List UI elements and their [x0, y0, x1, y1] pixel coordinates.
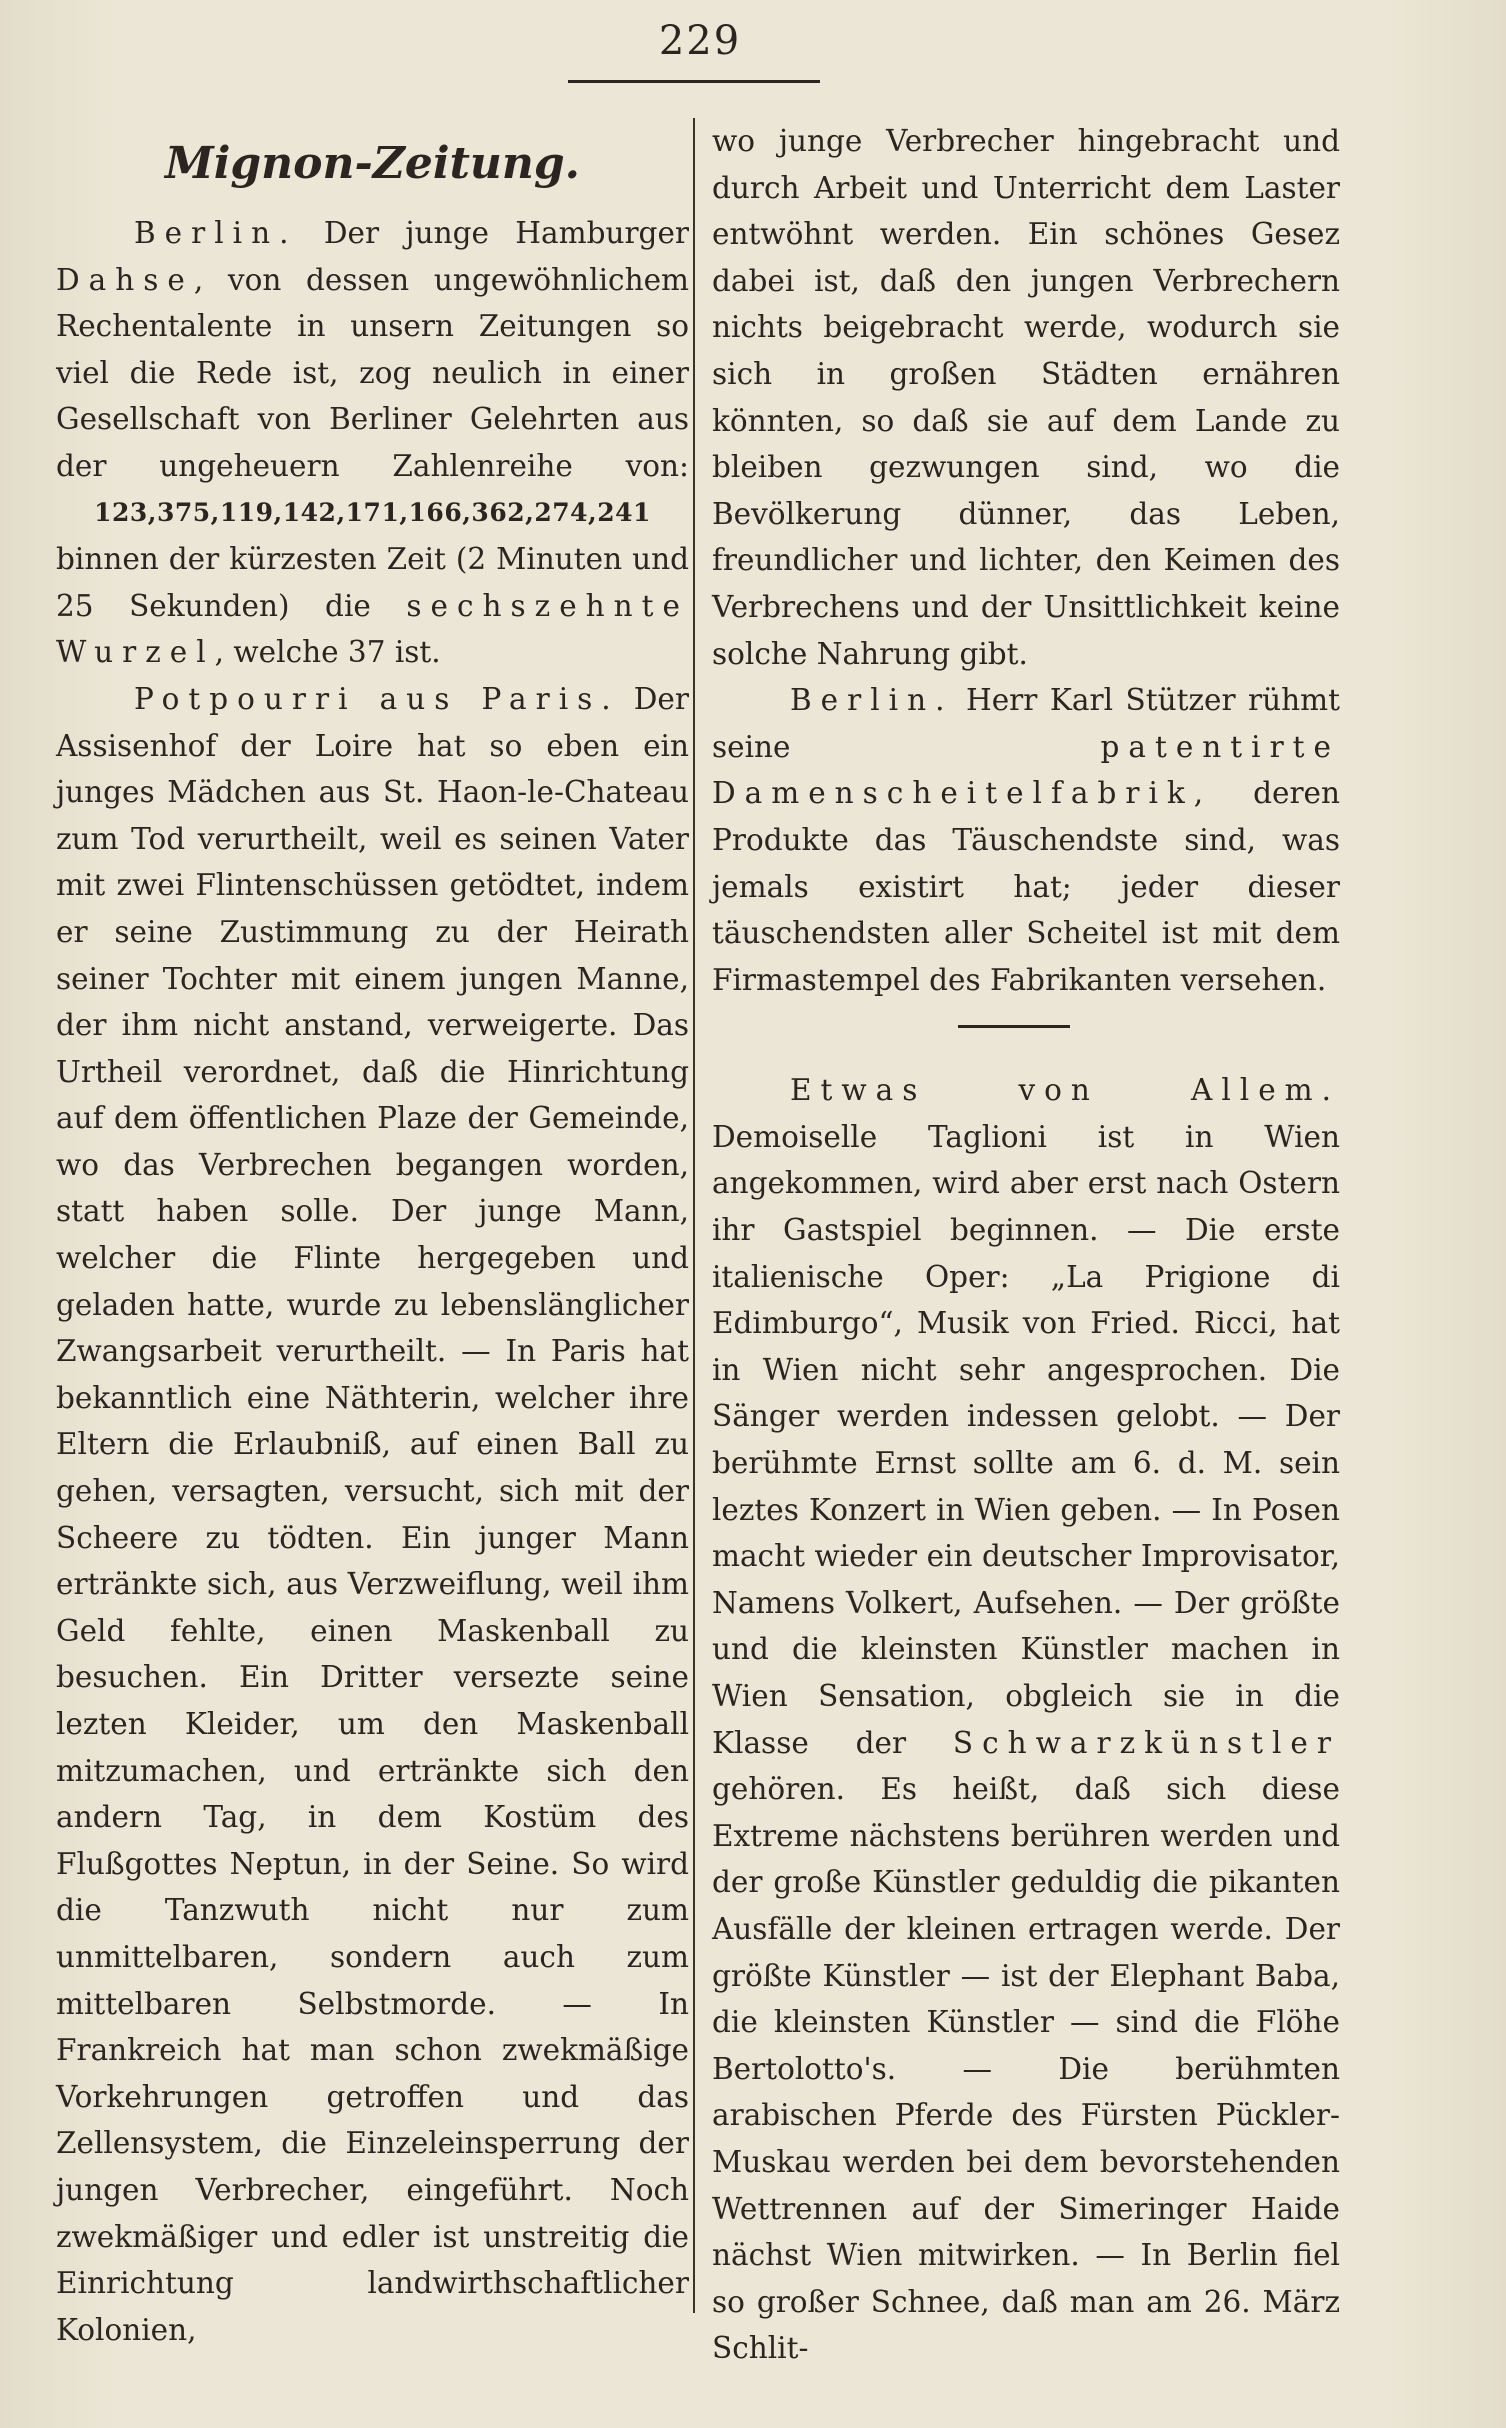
- emphasized-text: patentirte Damenscheitelfabrik: [712, 729, 1340, 811]
- article-text: , deren Produkte das Täuschendste sind, was jemals existirt hat; jeder dieser täuschendsten aller Scheitel ist mit dem Firmastempel des Fabrikanten versehen.: [712, 776, 1340, 997]
- masthead-title: Mignon-Zeitung.: [165, 138, 580, 189]
- article-potpourri: [56, 676, 689, 2353]
- page-number: 229: [658, 18, 742, 64]
- number-sequence: 123,375,119,142,171,166,362,274,241: [94, 497, 651, 527]
- section-rule: [958, 1025, 1070, 1028]
- article-text: gehören. Es heißt, daß sich diese Extreme nächstens berühren werden und der große Künstler geduldig die pikanten Ausfälle der kleinen ertragen werde. Der größte Künstler — ist der Elephant Baba, die kleinsten Künstler — sind die Flöhe Bertolotto's. — Die berühmten arabischen Pferde des Fürsten Pückler-Muskau werden bei dem bevorstehenden Wettrennen auf der Simeringer Haide nächst Wien mitwirken. — In Berlin fiel so großer Schnee, daß man am 26. März Schlit-: [712, 1772, 1340, 2366]
- article-text: Herr Karl Stützer rühmt seine: [712, 683, 1340, 764]
- article-text: , von dessen ungewöhnlichem Rechentalente in unsern Zeitungen so viel die Rede ist, zog neulich in einer Gesellschaft von Berliner Gelehrten aus der ungeheuern Zahlenreihe von:: [56, 262, 689, 483]
- article-berlin-stuetzer: [712, 677, 1340, 1003]
- article-continuation: wo junge Verbrecher hingebracht und durch Arbeit und Unterricht dem Laster entwöhnt werden. Ein schönes Gesez dabei ist, daß den jungen Verbrechern nichts beigebracht werde, wodurch sie sich in großen Städten ernähren könnten, so daß sie auf dem Lande zu bleiben gezwungen sind, wo die Bevölkerung dünner, das Leben, freundlicher und lichter, den Keimen des Verbrechens und der Unsittlichkeit keine solche Nahrung gibt.: [712, 124, 1340, 671]
- person-name: Dahse: [56, 262, 194, 297]
- left-column: [56, 118, 689, 2353]
- article-berlin-dahse: [56, 210, 689, 490]
- article-text: , welche 37 ist.: [214, 635, 441, 670]
- article-etwas-von-allem: [712, 1067, 1340, 2372]
- right-column: [712, 118, 1340, 2372]
- article-title: Potpourri aus Paris.: [134, 681, 620, 716]
- article-text: Demoiselle Taglioni ist in Wien angekommen, wird aber erst nach Ostern ihr Gastspiel beginnen. — Die erste italienische Oper: „La Prigione di Edimburgo“, Musik von Fried. Ricci, hat in Wien nicht sehr angesprochen. Die Sänger werden indessen gelobt. — Der berühmte Ernst sollte am 6. d. M. sein leztes Konzert in Wien geben. — In Posen macht wieder ein deutscher Improvisator, Namens Volkert, Aufsehen. — Der größte und die kleinsten Künstler machen in Wien Sensation, obgleich sie in die Klasse der: [712, 1119, 1340, 1760]
- header-rule: [568, 80, 820, 83]
- article-berlin-dahse-continued: [56, 536, 689, 676]
- article-text: Der Assisenhof der Loire hat so eben ein junges Mädchen aus St. Haon-le-Chateau zum Tod verurtheilt, weil es seinen Vater mit zwei Flintenschüssen getödtet, indem er seine Zustimmung zu der Heirath seiner Tochter mit einem jungen Manne, der ihm nicht anstand, verweigerte. Das Urtheil verordnet, daß die Hinrichtung auf dem öffentlichen Plaze der Gemeinde, wo das Verbrechen begangen worden, statt haben solle. Der junge Mann, welcher die Flinte hergegeben und geladen hatte, wurde zu lebenslänglicher Zwangsarbeit verurtheilt. — In Paris hat bekanntlich eine Näthterin, welcher ihre Eltern die Erlaubniß, auf einen Ball zu gehen, versagten, versucht, sich mit der Scheere zu tödten. Ein junger Mann ertränkte sich, aus Verzweiflung, weil ihm Geld fehlte, einen Maskenball zu besuchen. Ein Dritter versezte seine lezten Kleider, um den Maskenball mitzumachen, und ertränkte sich den andern Tag, in dem Kostüm des Flußgottes Neptun, in der Seine. So wird die Tanzwuth nicht nur zum unmittelbaren, sondern auch zum mittelbaren Selbstmorde. — In Frankreich hat man schon zwekmäßige Vorkehrungen getroffen und das Zellensystem, die Einzeleinsperrung der jungen Verbrecher, eingeführt. Noch zwekmäßiger und edler ist unstreitig die Einrichtung landwirthschaftlicher Kolonien,: [56, 681, 689, 2347]
- article-text: binnen der kürzesten Zeit (2 Minuten und 25 Sekunden) die: [56, 542, 689, 623]
- emphasized-text: sechszehnte Wurzel: [56, 588, 689, 670]
- section-separator: [712, 1003, 1340, 1067]
- place-name: Berlin.: [134, 216, 298, 250]
- column-divider: [693, 118, 695, 2313]
- emphasized-text: Schwarzkünstler: [952, 1725, 1340, 1760]
- article-text: Der junge Hamburger: [323, 216, 689, 250]
- place-name: Berlin.: [790, 683, 954, 718]
- article-title: Etwas von Allem.: [790, 1073, 1340, 1108]
